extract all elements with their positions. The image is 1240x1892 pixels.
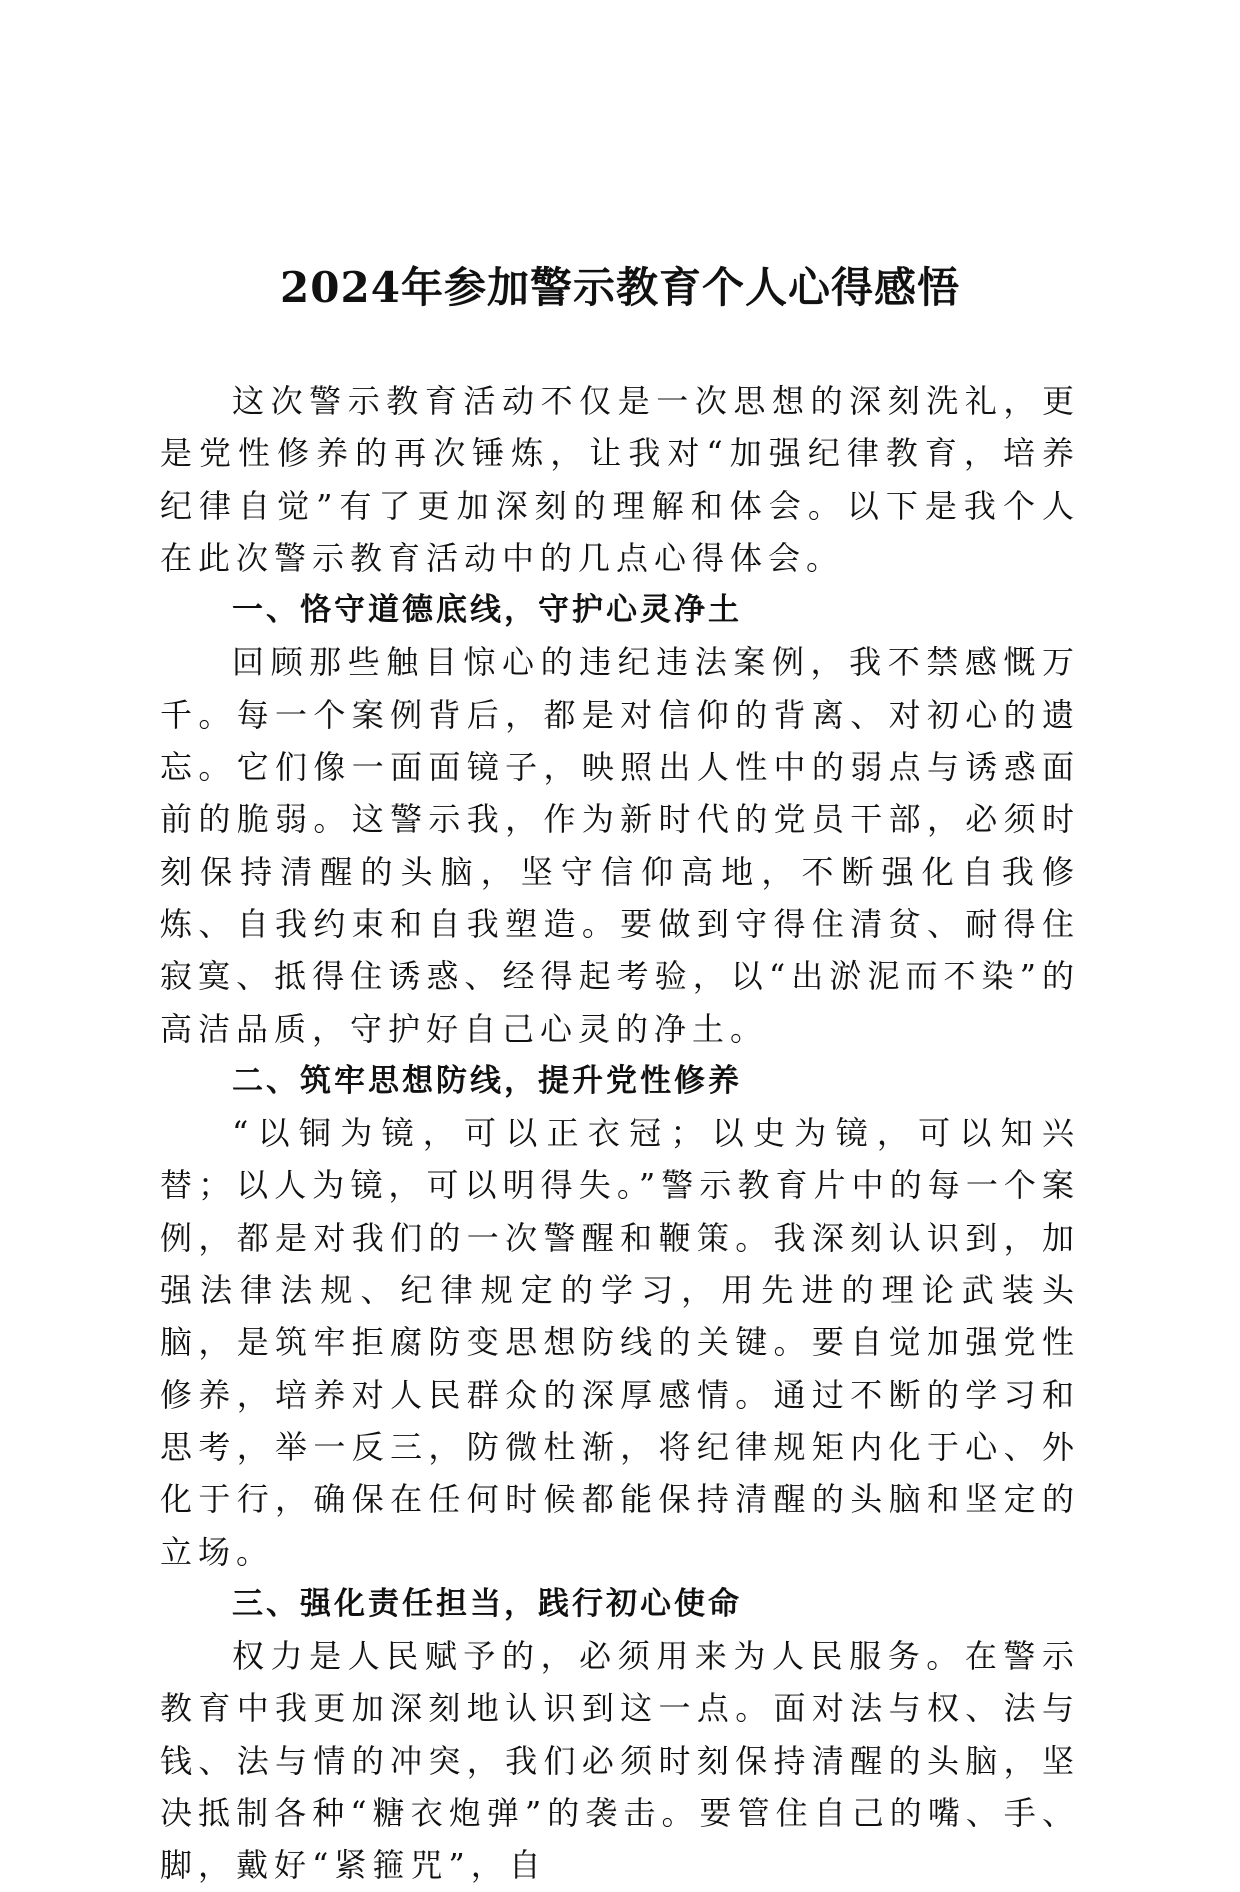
section-body-2: “以铜为镜，可以正衣冠；以史为镜，可以知兴替；以人为镜，可以明得失。”警示教育片中的每一个案例，都是对我们的一次警醒和鞭策。我深刻认识到，加强法律法规、纪律规定的学习，用先进的理论武装头脑，是筑牢拒腐防变思想防线的关键。要自觉加强党性修养，培养对人民群众的深厚感情。通过不断的学习和思考，举一反三，防微杜渐，将纪律规矩内化于心、外化于行，确保在任何时候都能保持清醒的头脑和坚定的立场。 <box>160 1114 1080 1571</box>
document-title: 2024年参加警示教育个人心得感悟 <box>280 263 960 312</box>
section-body-3: 权力是人民赋予的，必须用来为人民服务。在警示教育中我更加深刻地认识到这一点。面对法与权、法与钱、法与情的冲突，我们必须时刻保持清醒的头脑，坚决抵制各种“糖衣炮弹”的袭击。要管住自己的嘴、手、脚，戴好“紧箍咒”，自 <box>160 1637 1080 1885</box>
section-body-1: 回顾那些触目惊心的违纪违法案例，我不禁感慨万千。每一个案例背后，都是对信仰的背离、对初心的遗忘。它们像一面面镜子，映照出人性中的弱点与诱惑面前的脆弱。这警示我，作为新时代的党员干部，必须时刻保持清醒的头脑，坚守信仰高地，不断强化自我修炼、自我约束和自我塑造。要做到守得住清贫、耐得住寂寞、抵得住诱惑、经得起考验，以“出淤泥而不染”的高洁品质，守护好自己心灵的净土。 <box>160 643 1080 1048</box>
intro-paragraph: 这次警示教育活动不仅是一次思想的深刻洗礼，更是党性修养的再次锤炼，让我对“加强纪律教育，培养纪律自觉”有了更加深刻的理解和体会。以下是我个人在此次警示教育活动中的几点心得体会。 <box>160 382 1080 577</box>
section-heading-2: 二、筑牢思想防线，提升党性修养 <box>232 1062 742 1099</box>
document-body <box>160 375 1080 1892</box>
section-heading-3: 三、强化责任担当，践行初心使命 <box>232 1585 742 1622</box>
section-heading-1: 一、恪守道德底线，守护心灵净土 <box>232 592 742 629</box>
